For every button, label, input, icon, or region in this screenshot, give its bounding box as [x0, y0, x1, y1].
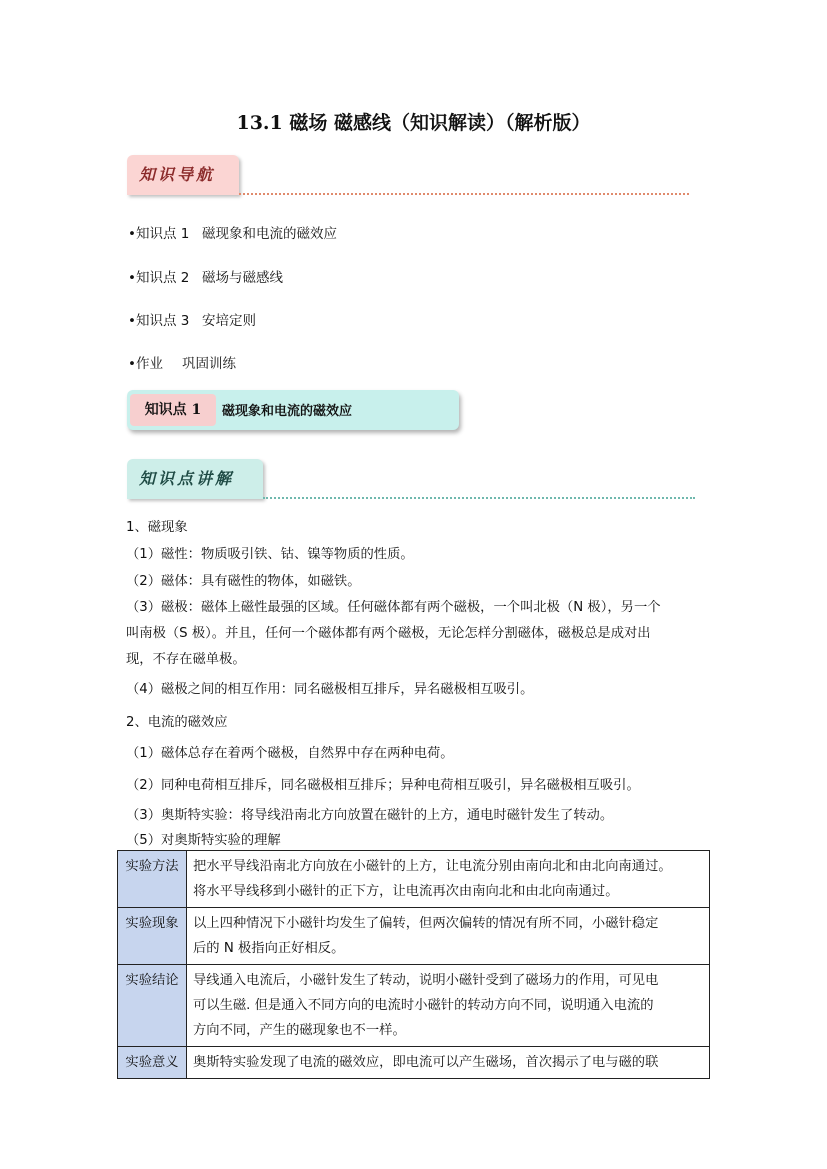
body-line: （1）磁体总存在着两个磁极，自然界中存在两种电荷。	[126, 746, 454, 761]
table-cell-line: 奥斯特实验发现了电流的磁效应，即电流可以产生磁场，首次揭示了电与磁的联	[193, 1055, 659, 1070]
body-line: 叫南极（S 极）。并且，任何一个磁体都有两个磁极，无论怎样分割磁体，磁极总是成对出	[126, 626, 651, 641]
toc-item	[128, 266, 283, 286]
nav-dotted-divider	[239, 193, 689, 195]
body-line: （2）同种电荷相互排斥，同名磁极相互排斥；异种电荷相互吸引，异名磁极相互吸引。	[126, 778, 640, 793]
explain-dotted-divider	[263, 497, 695, 499]
table-cell	[187, 851, 710, 908]
toc-item-label: 磁场与磁感线	[202, 270, 283, 286]
toc-item-number: •知识点 3	[128, 313, 190, 329]
toc-item	[128, 309, 256, 329]
table-cell	[187, 965, 710, 1047]
toc-item-number: •知识点 2	[128, 270, 190, 286]
oersted-experiment-table	[117, 850, 710, 1079]
body-line: （1）磁性：物质吸引铁、钴、镍等物质的性质。	[126, 547, 414, 562]
table-row	[118, 965, 710, 1047]
body-line: （3）奥斯特实验：将导线沿南北方向放置在磁针的上方，通电时磁针发生了转动。	[126, 808, 614, 823]
table-row	[118, 908, 710, 965]
toc-item	[128, 352, 236, 372]
knowledge-point-tag: 知识点 1	[130, 394, 216, 426]
knowledge-nav-banner: 知识导航	[127, 155, 239, 195]
table-cell-line: 可以生磁. 但是通入不同方向的电流时小磁针的转动方向不同，说明通入电流的	[193, 998, 654, 1013]
table-cell-line: 后的 N 极指向正好相反。	[193, 941, 345, 956]
table-cell-line: 把水平导线沿南北方向放在小磁针的上方，让电流分别由南向北和由北向南通过。	[193, 859, 672, 874]
body-line: （5）对奥斯特实验的理解	[126, 833, 281, 848]
body-line: （2）磁体：具有磁性的物体，如磁铁。	[126, 574, 361, 589]
toc-item	[128, 222, 337, 242]
body-line: （4）磁极之间的相互作用：同名磁极相互排斥，异名磁极相互吸引。	[126, 682, 534, 697]
section-heading: 2、电流的磁效应	[126, 715, 228, 730]
page-title: 13.1 磁场 磁感线（知识解读）（解析版）	[236, 112, 591, 134]
section-heading: 1、磁现象	[126, 520, 188, 535]
knowledge-explain-banner: 知识点讲解	[127, 459, 263, 499]
toc-item-number: •作业	[128, 356, 163, 372]
toc-item-label: 磁现象和电流的磁效应	[202, 226, 337, 242]
table-cell	[187, 1047, 710, 1079]
table-row-header: 实验现象	[118, 908, 187, 965]
table-cell	[187, 908, 710, 965]
knowledge-point-title: 磁现象和电流的磁效应	[222, 404, 353, 419]
body-line: （3）磁极：磁体上磁性最强的区域。任何磁体都有两个磁极，一个叫北极（N 极），另一个	[126, 600, 661, 615]
table-row	[118, 1047, 710, 1079]
toc-item-label: 巩固训练	[182, 356, 236, 372]
table-row-header: 实验意义	[118, 1047, 187, 1079]
table-row	[118, 851, 710, 908]
table-row-header: 实验结论	[118, 965, 187, 1047]
table-cell-line: 方向不同，产生的磁现象也不一样。	[193, 1023, 406, 1038]
table-row-header: 实验方法	[118, 851, 187, 908]
table-cell-line: 以上四种情况下小磁针均发生了偏转，但两次偏转的情况有所不同，小磁针稳定	[193, 916, 659, 931]
toc-item-number: •知识点 1	[128, 226, 190, 242]
body-line: 现，不存在磁单极。	[126, 652, 246, 667]
table-cell-line: 导线通入电流后，小磁针发生了转动，说明小磁针受到了磁场力的作用，可见电	[193, 973, 659, 988]
toc-item-label: 安培定则	[202, 313, 256, 329]
table-cell-line: 将水平导线移到小磁针的正下方，让电流再次由南向北和由北向南通过。	[193, 884, 619, 899]
